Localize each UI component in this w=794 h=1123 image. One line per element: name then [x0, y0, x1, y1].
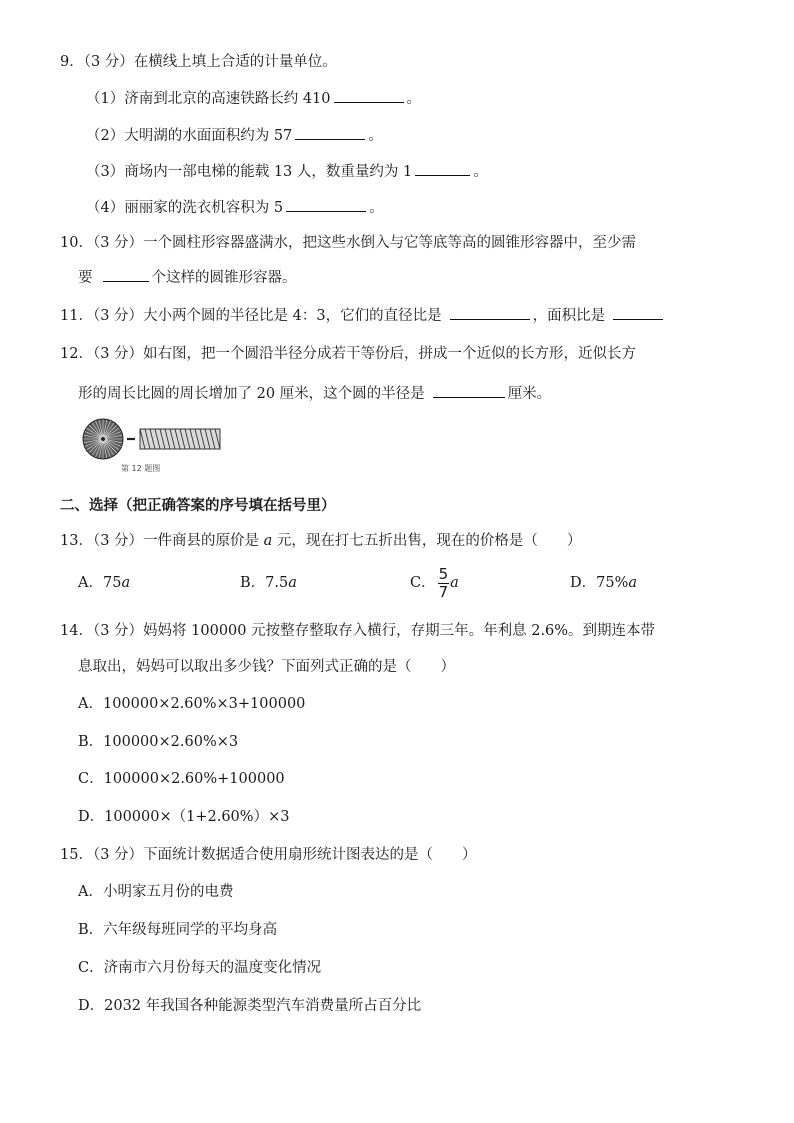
q13-option-d-label: D．75% — [570, 575, 629, 591]
q12-line1: 12．（3 分）如右图，把一个圆沿半径分成若干等份后，拼成一个近似的长方形，近似长方 — [60, 346, 637, 362]
q15-option-a[interactable]: A．小明家五月份的电费 — [78, 884, 234, 900]
q9-item-2-end: 。 — [368, 128, 383, 144]
q9-item-1 — [86, 88, 421, 109]
q13-var: a — [263, 533, 273, 549]
q12-line2-post: 厘米。 — [507, 386, 552, 402]
q10-line1: 10．（3 分）一个圆柱形容器盛满水，把这些水倒入与它等底等高的圆锥形容器中，至少需 — [60, 235, 637, 251]
q13-stem — [60, 531, 581, 551]
q12-figure-caption: 第 12 题图 — [121, 464, 161, 473]
q13-option-c-fraction — [438, 566, 450, 601]
q12-blank[interactable] — [433, 383, 505, 398]
q13-option-b-label: B．7.5 — [240, 575, 289, 591]
q12-line2 — [78, 383, 551, 404]
q13-stem-post: 元，现在打七五折出售，现在的价格是（ ） — [276, 533, 582, 549]
q10-line2-post: 个这样的圆锥形容器。 — [151, 270, 297, 286]
q9-item-1-end: 。 — [406, 91, 422, 107]
q10-line2-pre: 要 — [78, 270, 93, 286]
divided-circle — [83, 419, 123, 459]
q13-option-a[interactable] — [78, 573, 130, 593]
q14-option-a[interactable]: A．100000×2.60%×3+100000 — [78, 696, 306, 712]
q9-stem: 9．（3 分）在横线上填上合适的计量单位。 — [60, 54, 337, 70]
q12-line2-pre: 形的周长比圆的周长增加了 20 厘米，这个圆的半径是 — [78, 386, 425, 402]
q11-pre: 11．（3 分）大小两个圆的半径比是 4：3，它们的直径比是 — [60, 308, 442, 324]
q11-line — [60, 305, 666, 326]
q9-item-1-text: （1）济南到北京的高速铁路长约 410 — [86, 91, 331, 107]
section-2-title: 二、选择（把正确答案的序号填在括号里） — [60, 497, 336, 514]
q14-option-c[interactable]: C．100000×2.60%+100000 — [78, 771, 285, 787]
q9-item-3-blank[interactable] — [415, 161, 470, 176]
q13-option-b[interactable] — [240, 573, 297, 593]
q11-blank-2[interactable] — [613, 305, 663, 320]
q15-option-b[interactable]: B．六年级每班同学的平均身高 — [78, 922, 278, 938]
q13-option-a-label: A．75 — [78, 575, 122, 591]
q9-item-3-text: （3）商场内一部电梯的能载 13 人，数重量约为 1 — [86, 164, 413, 180]
fraction-numerator: 5 — [438, 564, 449, 583]
q15-option-d[interactable]: D．2032 年我国各种能源类型汽车消费量所占百分比 — [78, 998, 422, 1014]
q9-item-4-blank[interactable] — [286, 197, 366, 212]
q13-option-a-var: a — [121, 575, 131, 591]
q14-option-b[interactable]: B．100000×2.60%×3 — [78, 734, 239, 750]
q13-option-d[interactable] — [570, 573, 637, 593]
q9-item-2-blank[interactable] — [295, 125, 365, 140]
q9-item-1-blank[interactable] — [334, 88, 404, 103]
q13-stem-pre: 13．（3 分）一件商县的原价是 — [60, 533, 260, 549]
q9-item-2 — [86, 125, 383, 146]
q13-option-c-label: C． — [410, 575, 436, 591]
q9-item-4-text: （4）丽丽家的洗衣机容积为 5 — [86, 200, 284, 216]
q9-item-4 — [86, 197, 384, 218]
q14-option-d[interactable]: D．100000×（1+2.60%）×3 — [78, 809, 290, 825]
q13-option-d-var: a — [628, 575, 638, 591]
approximate-rectangle — [140, 429, 220, 449]
q14-line1: 14．（3 分）妈妈将 100000 元按整存整取存入横行，存期三年。年利息 2.6%。到期连本带 — [60, 623, 656, 639]
q10-line2 — [78, 267, 297, 288]
q9-item-3 — [86, 161, 488, 182]
q13-option-c-var: a — [450, 575, 459, 591]
q9-item-3-end: 。 — [473, 164, 488, 180]
q14-line2: 息取出，妈妈可以取出多少钱？下面列式正确的是（ ） — [78, 659, 455, 675]
q10-blank[interactable] — [103, 267, 149, 282]
q11-mid: ，面积比是 — [532, 308, 606, 324]
q11-blank-1[interactable] — [450, 305, 530, 320]
q9-item-2-text: （2）大明湖的水面面积约为 57 — [86, 128, 293, 144]
q9-item-4-end: 。 — [369, 200, 384, 216]
q15-option-c[interactable]: C．济南市六月份每天的温度变化情况 — [78, 960, 322, 976]
q13-option-b-var: a — [288, 575, 297, 591]
q13-option-c[interactable] — [410, 565, 459, 601]
q15-stem: 15．（3 分）下面统计数据适合使用扇形统计图表达的是（ ） — [60, 847, 477, 863]
fraction-denominator: 7 — [438, 582, 449, 601]
